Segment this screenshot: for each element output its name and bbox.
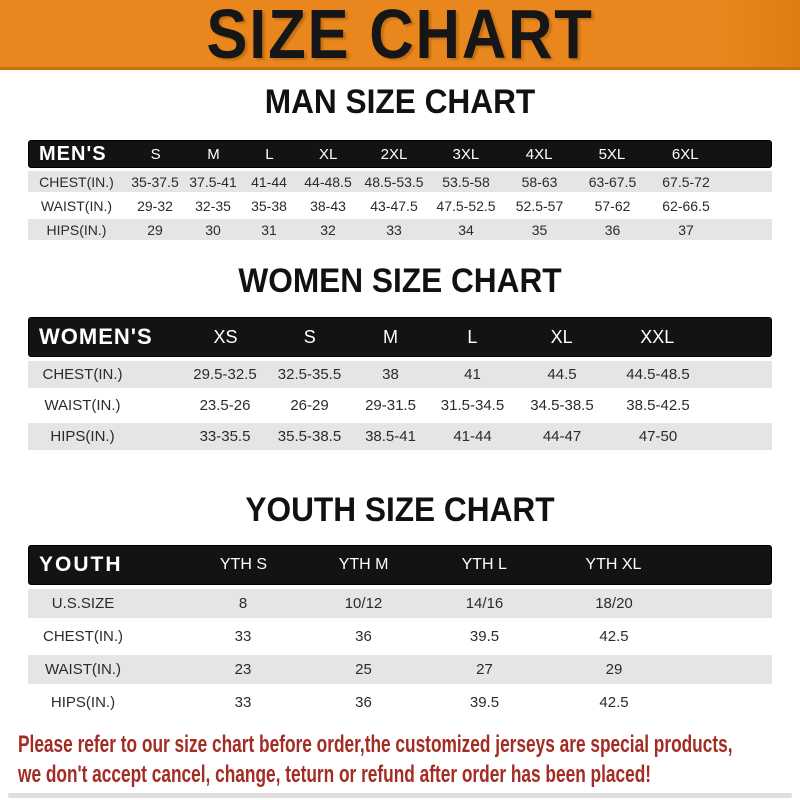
size-cell: 43-47.5 bbox=[370, 197, 418, 214]
size-column-header: XL bbox=[319, 145, 338, 163]
size-column-header: 5XL bbox=[598, 145, 626, 163]
youth-corner-label: YOUTH bbox=[39, 553, 123, 576]
size-cell: 41 bbox=[464, 366, 481, 383]
header-spacer bbox=[706, 318, 771, 356]
table-row bbox=[28, 622, 772, 651]
size-column-header: YTH S bbox=[219, 556, 267, 573]
size-cell: 23.5-26 bbox=[199, 397, 251, 414]
size-cell: 31.5-34.5 bbox=[440, 397, 505, 414]
size-column-header: XL bbox=[550, 326, 573, 347]
size-cell: 30 bbox=[205, 221, 221, 238]
size-cell: 62-66.5 bbox=[662, 197, 710, 214]
size-cell: 26-29 bbox=[290, 397, 329, 414]
size-column-header: 4XL bbox=[525, 145, 553, 163]
size-cell: 10/12 bbox=[344, 595, 383, 612]
row-label: WAIST(IN.) bbox=[40, 197, 113, 214]
men-size-section bbox=[0, 84, 800, 240]
size-cell: 14/16 bbox=[465, 595, 504, 612]
size-cell: 29-31.5 bbox=[365, 397, 416, 414]
size-cell: 57-62 bbox=[594, 197, 631, 214]
size-cell: 44.5 bbox=[547, 366, 577, 383]
size-cell: 29 bbox=[605, 661, 623, 678]
size-cell: 37.5-41 bbox=[189, 173, 237, 190]
size-cell: 8 bbox=[238, 595, 248, 612]
table-row bbox=[28, 589, 772, 618]
size-cell: 25 bbox=[355, 661, 372, 678]
size-cell: 41-44 bbox=[251, 173, 287, 190]
row-spacer bbox=[683, 622, 772, 651]
size-column-header: 3XL bbox=[452, 145, 480, 163]
size-column-header: 2XL bbox=[380, 145, 408, 163]
women-size-section bbox=[0, 263, 800, 450]
footer-notice bbox=[18, 730, 800, 790]
men-size-table bbox=[28, 140, 772, 240]
size-cell: 27 bbox=[476, 661, 493, 678]
size-cell: 38 bbox=[382, 366, 399, 383]
size-cell: 44.5-48.5 bbox=[626, 366, 690, 383]
size-cell: 38.5-42.5 bbox=[626, 397, 690, 414]
row-label: HIPS(IN.) bbox=[50, 428, 115, 445]
row-label: CHEST(IN.) bbox=[39, 173, 114, 190]
size-cell: 37 bbox=[678, 221, 694, 238]
notice-line-2: we don't accept cancel, change, teturn or refund after order has been placed! bbox=[18, 761, 652, 788]
size-column-header: M bbox=[383, 326, 399, 347]
size-cell: 48.5-53.5 bbox=[364, 173, 424, 190]
size-cell: 42.5 bbox=[599, 628, 629, 645]
row-spacer bbox=[683, 655, 772, 684]
size-column-header: L bbox=[265, 145, 274, 163]
row-label: WAIST(IN.) bbox=[44, 661, 122, 678]
size-column-header: XS bbox=[213, 326, 238, 347]
row-label: WAIST(IN.) bbox=[44, 397, 121, 414]
table-row bbox=[28, 423, 772, 450]
size-cell: 52.5-57 bbox=[515, 197, 564, 214]
youth-size-section bbox=[0, 492, 800, 717]
youth-size-table bbox=[28, 545, 772, 717]
size-column-header: 6XL bbox=[671, 145, 699, 163]
size-cell: 32.5-35.5 bbox=[277, 366, 342, 383]
row-spacer bbox=[723, 195, 772, 216]
size-cell: 33-35.5 bbox=[199, 428, 251, 445]
header-spacer bbox=[682, 546, 771, 584]
table-row bbox=[28, 361, 772, 388]
women-size-table bbox=[28, 317, 772, 450]
size-cell: 35.5-38.5 bbox=[277, 428, 342, 445]
row-spacer bbox=[723, 219, 772, 240]
table-row bbox=[28, 655, 772, 684]
size-cell: 33 bbox=[234, 628, 252, 645]
size-cell: 47.5-52.5 bbox=[436, 197, 496, 214]
women-table-header-row bbox=[28, 317, 772, 357]
size-cell: 42.5 bbox=[599, 694, 629, 711]
table-row bbox=[28, 688, 772, 717]
size-cell: 58-63 bbox=[521, 173, 558, 190]
size-cell: 41-44 bbox=[453, 428, 492, 445]
size-cell: 32 bbox=[320, 221, 336, 238]
size-column-header: XXL bbox=[640, 326, 675, 347]
bottom-divider bbox=[8, 793, 792, 798]
size-column-header: M bbox=[207, 145, 220, 163]
row-spacer bbox=[683, 589, 772, 618]
row-spacer bbox=[683, 688, 772, 717]
youth-section-heading: YOUTH SIZE CHART bbox=[245, 491, 555, 529]
size-cell: 29-32 bbox=[137, 197, 173, 214]
size-chart-banner bbox=[0, 0, 800, 73]
notice-line-1: Please refer to our size chart before order,the customized jerseys are special products, bbox=[18, 731, 733, 758]
size-cell: 39.5 bbox=[469, 694, 500, 711]
row-label: U.S.SIZE bbox=[51, 595, 115, 612]
row-spacer bbox=[707, 361, 772, 388]
table-row bbox=[28, 219, 772, 240]
men-corner-label: MEN'S bbox=[39, 142, 107, 165]
size-column-header: YTH M bbox=[338, 556, 389, 573]
size-column-header: S bbox=[303, 326, 316, 347]
size-cell: 36 bbox=[355, 628, 372, 645]
row-label: HIPS(IN.) bbox=[46, 221, 107, 238]
size-cell: 53.5-58 bbox=[442, 173, 490, 190]
size-cell: 18/20 bbox=[595, 595, 633, 612]
size-cell: 34 bbox=[458, 221, 474, 238]
size-cell: 33 bbox=[234, 694, 252, 711]
women-section-heading: WOMEN SIZE CHART bbox=[238, 262, 562, 300]
size-cell: 35 bbox=[531, 221, 548, 238]
row-label: HIPS(IN.) bbox=[50, 694, 116, 711]
table-row bbox=[28, 171, 772, 192]
row-spacer bbox=[723, 171, 772, 192]
size-cell: 35-37.5 bbox=[131, 173, 179, 190]
size-cell: 63-67.5 bbox=[588, 173, 637, 190]
size-cell: 36 bbox=[604, 221, 621, 238]
size-cell: 29.5-32.5 bbox=[193, 366, 257, 383]
size-column-header: YTH L bbox=[461, 556, 507, 573]
size-cell: 34.5-38.5 bbox=[530, 397, 594, 414]
table-row bbox=[28, 392, 772, 419]
row-label: CHEST(IN.) bbox=[43, 628, 123, 645]
size-cell: 29 bbox=[147, 221, 163, 238]
size-cell: 44-48.5 bbox=[304, 173, 352, 190]
size-tables bbox=[0, 84, 800, 717]
youth-table-header-row bbox=[28, 545, 772, 585]
row-spacer bbox=[707, 392, 772, 419]
size-cell: 36 bbox=[355, 694, 372, 711]
row-spacer bbox=[707, 423, 772, 450]
size-cell: 33 bbox=[386, 221, 402, 238]
size-cell: 35-38 bbox=[251, 197, 287, 214]
size-cell: 38-43 bbox=[310, 197, 346, 214]
men-section-heading: MAN SIZE CHART bbox=[264, 83, 536, 121]
size-column-header: S bbox=[150, 145, 161, 163]
size-cell: 32-35 bbox=[195, 197, 231, 214]
men-table-header-row bbox=[28, 140, 772, 168]
women-corner-label: WOMEN'S bbox=[39, 324, 153, 349]
size-cell: 39.5 bbox=[469, 628, 500, 645]
size-cell: 23 bbox=[234, 661, 252, 678]
header-spacer bbox=[722, 141, 771, 167]
size-cell: 31 bbox=[261, 221, 277, 238]
size-cell: 44-47 bbox=[542, 428, 582, 445]
size-cell: 47-50 bbox=[638, 428, 678, 445]
row-label: CHEST(IN.) bbox=[42, 366, 123, 383]
table-row bbox=[28, 195, 772, 216]
size-cell: 67.5-72 bbox=[662, 173, 710, 190]
banner-title: SIZE CHART bbox=[206, 0, 594, 73]
size-column-header: YTH XL bbox=[585, 556, 642, 573]
size-column-header: L bbox=[467, 326, 478, 347]
size-cell: 38.5-41 bbox=[365, 428, 416, 445]
